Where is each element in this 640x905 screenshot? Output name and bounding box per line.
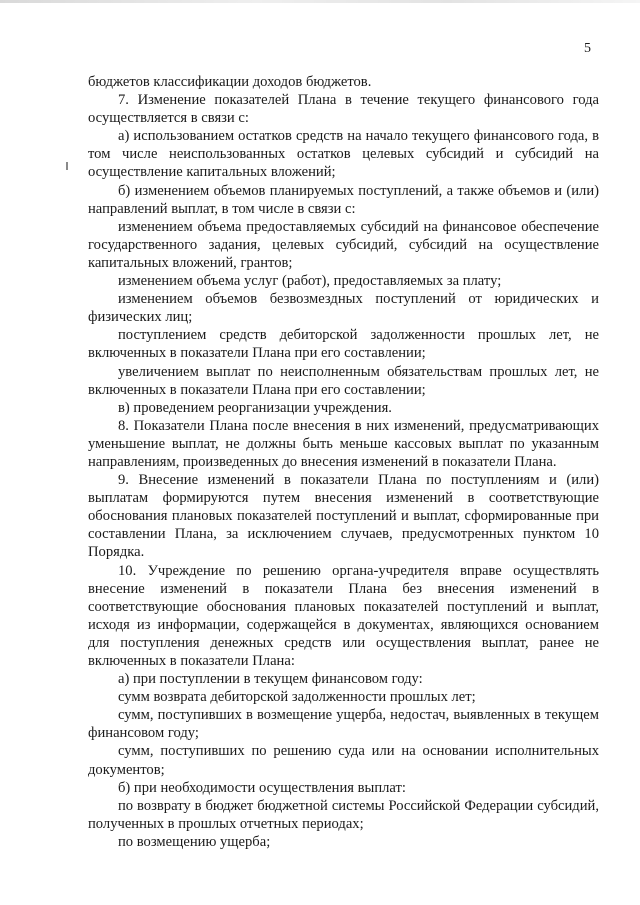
paragraph: а) использованием остатков средств на начало текущего финансового года, в том числе неиспользованных остатков целевых субсидий и субсидий на осуществление капитальных вложений; — [88, 128, 599, 181]
paragraph: в) проведением реорганизации учреждения. — [118, 399, 392, 416]
paragraph: а) при поступлении в текущем финансовом году: — [118, 671, 423, 688]
paragraph: сумм возврата дебиторской задолженности прошлых лет; — [118, 689, 476, 706]
paragraph: б) изменением объемов планируемых поступлений, а также объемов и (или) направлений выплат, в том числе в связи с: — [88, 182, 599, 217]
paragraph: поступлением средств дебиторской задолженности прошлых лет, не включенных в показатели Плана при его составлении; — [88, 327, 599, 362]
paragraph: бюджетов классификации доходов бюджетов. — [88, 74, 372, 90]
page-number: 5 — [584, 41, 591, 56]
paragraph: изменением объемов безвозмездных поступлений от юридических и физических лиц; — [88, 291, 599, 326]
scan-edge-artifact — [0, 0, 640, 3]
paragraph: 7. Изменение показателей Плана в течение текущего финансового года осуществляется в связи с: — [88, 92, 599, 127]
paragraph: 10. Учреждение по решению органа-учредителя вправе осуществлять внесение изменений в показатели Плана без внесения изменений в соответствующие обоснования плановых показателей поступлений и выплат, исходя из информации, содержащейся в документах, являющихся основанием для поступления денежных средств или осуществления выплат, ранее не включенных в показатели Плана: — [88, 562, 599, 669]
paragraph: по возмещению ущерба; — [118, 833, 271, 850]
margin-mark — [66, 162, 68, 170]
paragraph: изменением объема предоставляемых субсидий на финансовое обеспечение государственного задания, целевых субсидий, субсидий на осуществление капитальных вложений, грантов; — [88, 218, 599, 271]
paragraph: б) при необходимости осуществления выплат: — [118, 779, 406, 796]
paragraph: сумм, поступивших в возмещение ущерба, недостач, выявленных в текущем финансовом году; — [88, 707, 599, 742]
paragraph: по возврату в бюджет бюджетной системы Российской Федерации субсидий, полученных в прошлых отчетных периодах; — [88, 797, 599, 832]
paragraph: 8. Показатели Плана после внесения в них изменений, предусматривающих уменьшение выплат, не должны быть меньше кассовых выплат по указанным направлениям, произведенных до внесения изменений в показатели Плана. — [88, 417, 599, 470]
paragraph: увеличением выплат по неисполненным обязательствам прошлых лет, не включенных в показатели Плана при его составлении; — [88, 363, 599, 398]
paragraph: изменением объема услуг (работ), предоставляемых за плату; — [118, 273, 502, 290]
document-body — [88, 73, 599, 851]
paragraph: сумм, поступивших по решению суда или на основании исполнительных документов; — [88, 743, 599, 778]
paragraph: 9. Внесение изменений в показатели Плана по поступлениям и (или) выплатам формируются путем внесения изменений в соответствующие обоснования плановых показателей поступлений и выплат, сформированные при составлении Плана, за исключением случаев, предусмотренных пунктом 10 Порядка. — [88, 472, 599, 561]
